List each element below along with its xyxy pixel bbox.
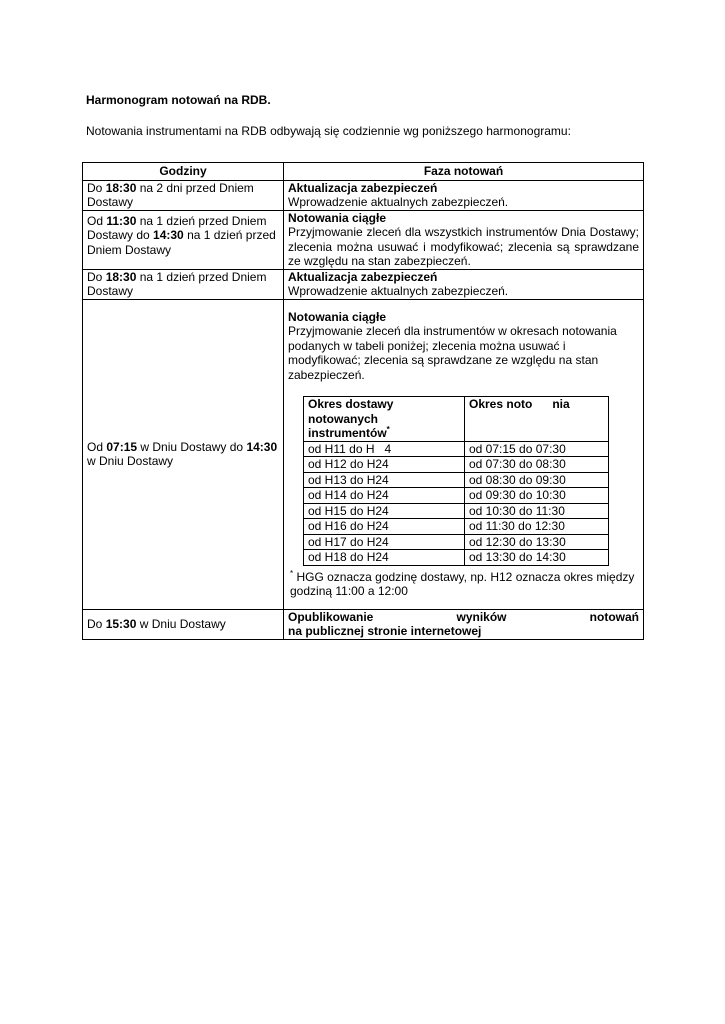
- time-cell: Do 18:30 na 1 dzień przed Dniem Dostawy: [83, 269, 284, 299]
- time-cell: Od 07:15 w Dniu Dostawy do 14:30 w Dniu Dostawy: [83, 299, 284, 609]
- inner-table-row: [304, 441, 609, 457]
- phase-title: Aktualizacja zabezpieczeń: [288, 180, 438, 195]
- inner-table-row: [304, 488, 609, 504]
- quotation-period-cell: od 12:30 do 13:30: [465, 534, 609, 550]
- inner-table-row: [304, 457, 609, 473]
- table-row: [83, 210, 644, 269]
- footnote-marker: *: [290, 568, 294, 578]
- phase-cell: [284, 299, 644, 609]
- page-title: Harmonogram notowań na RDB.: [86, 93, 271, 107]
- publication-title-line2: na publicznej stronie internetowej: [288, 624, 482, 638]
- delivery-period-cell: od H17 do H24: [304, 534, 465, 550]
- phase-description: Przyjmowanie zleceń dla instrumentów w okresach notowania podanych w tabeli poniżej; zlecenia można usuwać i modyfikować; zlecenia są sprawdzane ze względu na stan zabezpieczeń.: [288, 324, 617, 382]
- inner-table-row: [304, 534, 609, 550]
- table-header-row: [83, 163, 644, 181]
- phase-title: Notowania ciągłe: [288, 210, 387, 225]
- quotation-period-cell: od 07:30 do 08:30: [465, 457, 609, 473]
- schedule-table: [82, 162, 644, 640]
- phase-cell: [284, 609, 644, 639]
- delivery-period-cell: od H14 do H24: [304, 488, 465, 504]
- quotation-period-cell: od 13:30 do 14:30: [465, 550, 609, 566]
- phase-description: Przyjmowanie zleceń dla wszystkich instrumentów Dnia Dostawy; zlecenia można usuwać i modyfikować; zlecenia są sprawdzane ze względu na stan zabezpieczeń.: [288, 225, 639, 268]
- time-cell: Od 11:30 na 1 dzień przed Dniem Dostawy do 14:30 na 1 dzień przed Dniem Dostawy: [83, 210, 284, 269]
- header-godziny: Godziny: [83, 163, 284, 181]
- inner-rows: [304, 441, 609, 565]
- inner-header-quotation: Okres noto nia: [465, 397, 609, 442]
- phase-description: Wprowadzenie aktualnych zabezpieczeń.: [288, 195, 509, 209]
- inner-table-row: [304, 550, 609, 566]
- quotation-period-cell: od 11:30 do 12:30: [465, 519, 609, 535]
- delivery-period-cell: od H18 do H24: [304, 550, 465, 566]
- phase-cell: [284, 269, 644, 299]
- quotation-period-cell: od 10:30 do 11:30: [465, 503, 609, 519]
- phase-description: Wprowadzenie aktualnych zabezpieczeń.: [288, 284, 509, 298]
- delivery-period-cell: od H11 do H 4: [304, 441, 465, 457]
- inner-table-row: [304, 503, 609, 519]
- quotation-period-cell: od 07:15 do 07:30: [465, 441, 609, 457]
- table-row: [83, 609, 644, 639]
- delivery-period-cell: od H12 do H24: [304, 457, 465, 473]
- publication-title-line1: Opublikowanie wyników notowań: [288, 609, 639, 624]
- delivery-period-cell: od H15 do H24: [304, 503, 465, 519]
- header-faza-notowan: Faza notowań: [284, 163, 644, 181]
- delivery-period-cell: od H16 do H24: [304, 519, 465, 535]
- phase-cell: [284, 180, 644, 210]
- time-cell: Do 15:30 w Dniu Dostawy: [83, 609, 284, 639]
- footnote-marker: *: [386, 425, 390, 434]
- quotation-period-cell: od 08:30 do 09:30: [465, 472, 609, 488]
- inner-table-row: [304, 472, 609, 488]
- inner-header-row: [304, 397, 609, 442]
- inner-table-row: [304, 519, 609, 535]
- phase-cell: [284, 210, 644, 269]
- footnote: * HGG oznacza godzinę dostawy, np. H12 oznacza okres między godziną 11:00 a 12:00: [290, 568, 635, 598]
- table-row: [83, 269, 644, 299]
- quotation-period-cell: od 09:30 do 10:30: [465, 488, 609, 504]
- inner-header-delivery: Okres dostawy notowanych instrumentów*: [304, 397, 465, 442]
- phase-title: Aktualizacja zabezpieczeń: [288, 269, 438, 284]
- table-row: [83, 299, 644, 609]
- intro-text: Notowania instrumentami na RDB odbywają się codziennie wg poniższego harmonogramu:: [86, 124, 571, 138]
- quotation-periods-table: [303, 396, 609, 566]
- delivery-period-cell: od H13 do H24: [304, 472, 465, 488]
- table-row: [83, 180, 644, 210]
- phase-title: Notowania ciągłe: [288, 309, 387, 324]
- time-cell: Do 18:30 na 2 dni przed Dniem Dostawy: [83, 180, 284, 210]
